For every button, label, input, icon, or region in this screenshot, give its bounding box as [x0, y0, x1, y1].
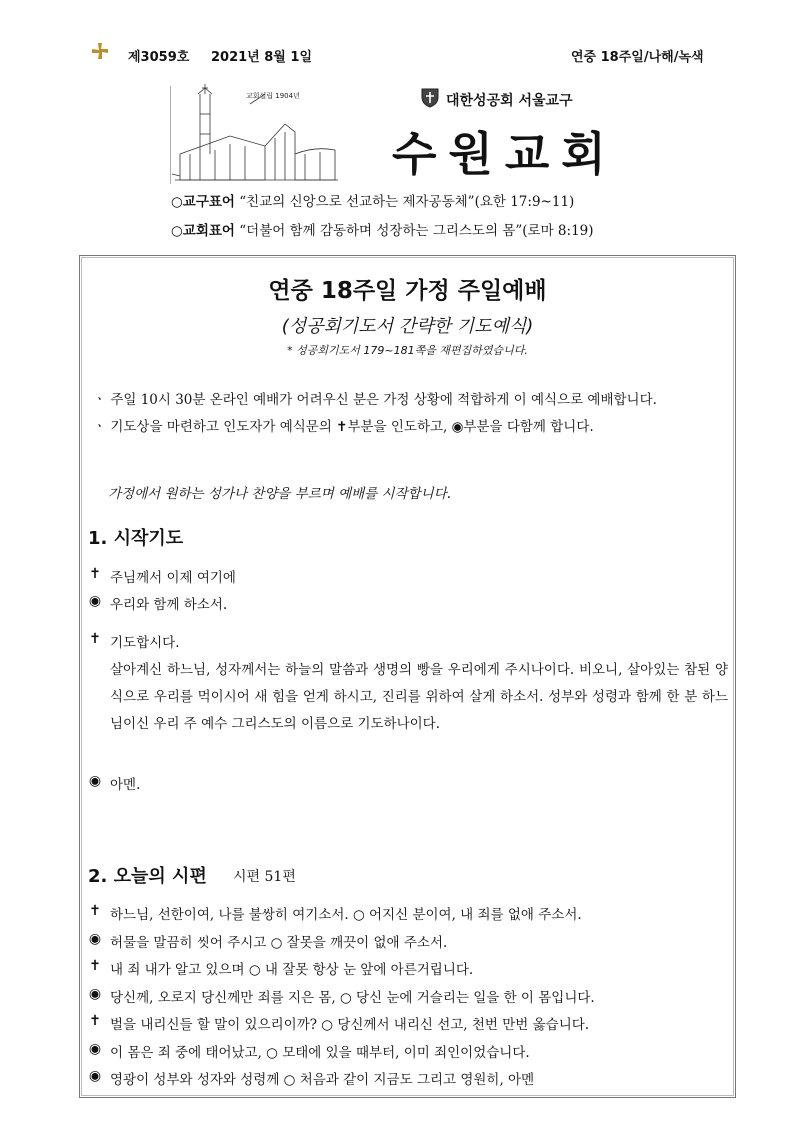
- leader-mark: ✝: [89, 566, 101, 582]
- opening-instruction: 가정에서 원하는 성가나 찬양을 부르며 예배를 시작합니다.: [108, 486, 452, 502]
- liturgy-line: 주님께서 이제 여기에: [110, 570, 236, 586]
- diocese-motto-text: “친교의 신앙으로 선교하는 제자공동체”(요한 17:9~11): [239, 194, 575, 210]
- psalm-verse: 벌을 내리신들 할 말이 있으리이까? ○ 당신께서 내리신 선고, 천번 만번 옳습니다.: [110, 1017, 590, 1033]
- section-heading-psalm: 2. 오늘의 시편: [88, 866, 207, 887]
- liturgy-line: 기도합시다.: [110, 635, 180, 651]
- diocese-name: 대한성공회 서울교구: [446, 93, 573, 109]
- founding-caption: 교회설립 1904년: [246, 92, 300, 100]
- service-title: 연중 18주일 가정 주일예배: [268, 278, 547, 304]
- congregation-mark: ◉: [88, 931, 102, 947]
- instruction-bullet: ㆍ 주일 10시 30분 온라인 예배가 어려우신 분은 가정 상황에 적합하게 이 예식으로 예배합니다.: [93, 392, 657, 408]
- church-motto-label: ○교회표어: [171, 223, 235, 239]
- liturgical-season: 연중 18주일/나해/녹색: [571, 50, 704, 65]
- liturgy-line: 우리와 함께 하소서.: [110, 597, 228, 613]
- psalm-verse: 하느님, 선한이여, 나를 불쌍히 여기소서. ○ 어지신 분이여, 내 죄를 없애 주소서.: [110, 907, 582, 923]
- diocese-motto-label: ○교구표어: [171, 194, 235, 210]
- instruction-bullet: ㆍ 기도상을 마련하고 인도자가 예식문의 ✝부분을 인도하고, ◉부분을 다함께 합니다.: [93, 419, 594, 435]
- church-name: 수원교회: [392, 127, 618, 181]
- issue-number: 제3059호: [128, 50, 190, 65]
- leader-mark: ✝: [89, 1013, 101, 1029]
- service-note: * 성공회기도서 179~181쪽을 재편집하였습니다.: [287, 344, 528, 357]
- congregation-mark: ◉: [88, 986, 102, 1002]
- section-heading-opening-prayer: 1. 시작기도: [88, 528, 184, 549]
- church-motto: [171, 219, 594, 239]
- congregation-mark: ◉: [88, 1041, 102, 1057]
- diocese-motto: [171, 190, 574, 210]
- psalm-reference: 시편 51편: [233, 869, 296, 885]
- gloria-line: 영광이 성부와 성자와 성령께 ○ 처음과 같이 지금도 그리고 영원히, 아멘: [110, 1072, 535, 1088]
- psalm-verse: 당신께, 오로지 당신께만 죄를 지은 몸, ○ 당신 눈에 거슬리는 일을 한 이 몸입니다.: [110, 990, 595, 1006]
- leader-mark: ✝: [89, 631, 101, 647]
- collect-prayer: 살아계신 하느님, 성자께서는 하늘의 말씀과 생명의 빵을 우리에게 주시나이다. 비오니, 살아있는 참된 양식으로 우리를 먹이시어 새 힘을 얻게 하시고, 진리를 위하여 살게 하소서. 성부와 성령과 함께 한 분 하느님이신 우리 주 예수 그리스도의 이름으로 기도하나이다.: [110, 662, 728, 733]
- amen-line: 아멘.: [110, 777, 141, 793]
- congregation-mark: ◉: [88, 773, 102, 789]
- diocese-seal-icon: [421, 88, 439, 108]
- cross-icon: [92, 43, 108, 59]
- psalm-verse: 이 몸은 죄 중에 태어났고, ○ 모태에 있을 때부터, 이미 죄인이었습니다.: [110, 1045, 530, 1061]
- leader-mark: ✝: [89, 903, 101, 919]
- congregation-mark: ◉: [88, 593, 102, 609]
- service-subtitle: (성공회기도서 간략한 기도예식): [281, 316, 534, 337]
- psalm-verse: 내 죄 내가 알고 있으며 ○ 내 잘못 항상 눈 앞에 아른거립니다.: [110, 962, 474, 978]
- issue-date: 2021년 8월 1일: [211, 50, 312, 65]
- psalm-verse: 허물을 말끔히 씻어 주시고 ○ 잘못을 깨끗이 없애 주소서.: [110, 935, 448, 951]
- church-sketch-image: [170, 84, 340, 184]
- congregation-mark: ◉: [88, 1068, 102, 1084]
- leader-mark: ✝: [89, 958, 101, 974]
- church-motto-text: “더불어 함께 감동하며 성장하는 그리스도의 몸”(로마 8:19): [239, 223, 594, 239]
